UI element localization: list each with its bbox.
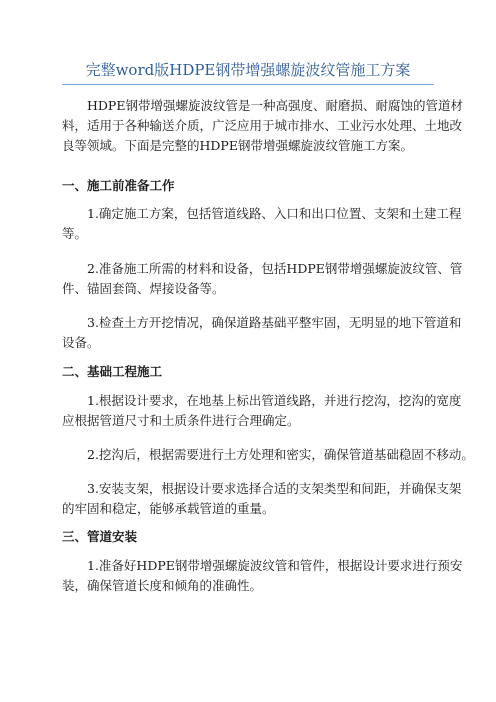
section-item (62, 479, 462, 519)
section-heading-preparation: 一、施工前准备工作 (62, 178, 175, 193)
section-item (62, 204, 462, 244)
item-line: 1.准备好HDPE钢带增强螺旋波纹管和管件，根据设计要求进行预安 (87, 558, 463, 573)
item-line: 的牢固和稳定，能够承载管道的重量。 (62, 501, 275, 516)
document-title: 完整word版HDPE钢带增强螺旋波纹管施工方案 (85, 61, 411, 79)
intro-paragraph (62, 96, 463, 156)
section-item (62, 556, 463, 596)
section-heading-foundation: 二、基础工程施工 (62, 364, 163, 379)
section-heading-pipe-installation: 三、管道安装 (62, 529, 138, 544)
item-line: 1.确定施工方案，包括管道线路、入口和出口位置、支架和土建工程 (87, 206, 462, 221)
intro-line: 良等领域。下面是完整的HDPE钢带增强螺旋波纹管施工方案。 (62, 138, 413, 153)
intro-line: 料，适用于各种输送介质，广泛应用于城市排水、工业污水处理、土地改 (62, 118, 463, 133)
section-item (62, 445, 474, 465)
item-line: 3.安装支架，根据设计要求选择合适的支架类型和间距，并确保支架 (87, 481, 462, 496)
section-item (62, 259, 463, 299)
item-line: 设备。 (62, 335, 100, 350)
section-item (62, 391, 462, 431)
item-line: 1.根据设计要求，在地基上标出管道线路，并进行挖沟，挖沟的宽度 (87, 393, 462, 408)
item-line: 2.准备施工所需的材料和设备，包括HDPE钢带增强螺旋波纹管、管 (87, 261, 463, 276)
section-item (62, 313, 462, 353)
item-line: 件、锚固套筒、焊接设备等。 (62, 281, 225, 296)
item-line: 3.检查土方开挖情况，确保道路基础平整牢固，无明显的地下管道和 (87, 315, 462, 330)
item-line: 2.挖沟后，根据需要进行土方处理和密实，确保管道基础稳固不移动。 (87, 447, 474, 462)
intro-line: HDPE钢带增强螺旋波纹管是一种高强度、耐磨损、耐腐蚀的管道材 (87, 98, 463, 113)
item-line: 装，确保管道长度和倾角的准确性。 (62, 578, 263, 593)
item-line: 等。 (62, 226, 88, 241)
item-line: 应根据管道尺寸和土质条件进行合理确定。 (62, 413, 300, 428)
title-underline (62, 84, 434, 85)
